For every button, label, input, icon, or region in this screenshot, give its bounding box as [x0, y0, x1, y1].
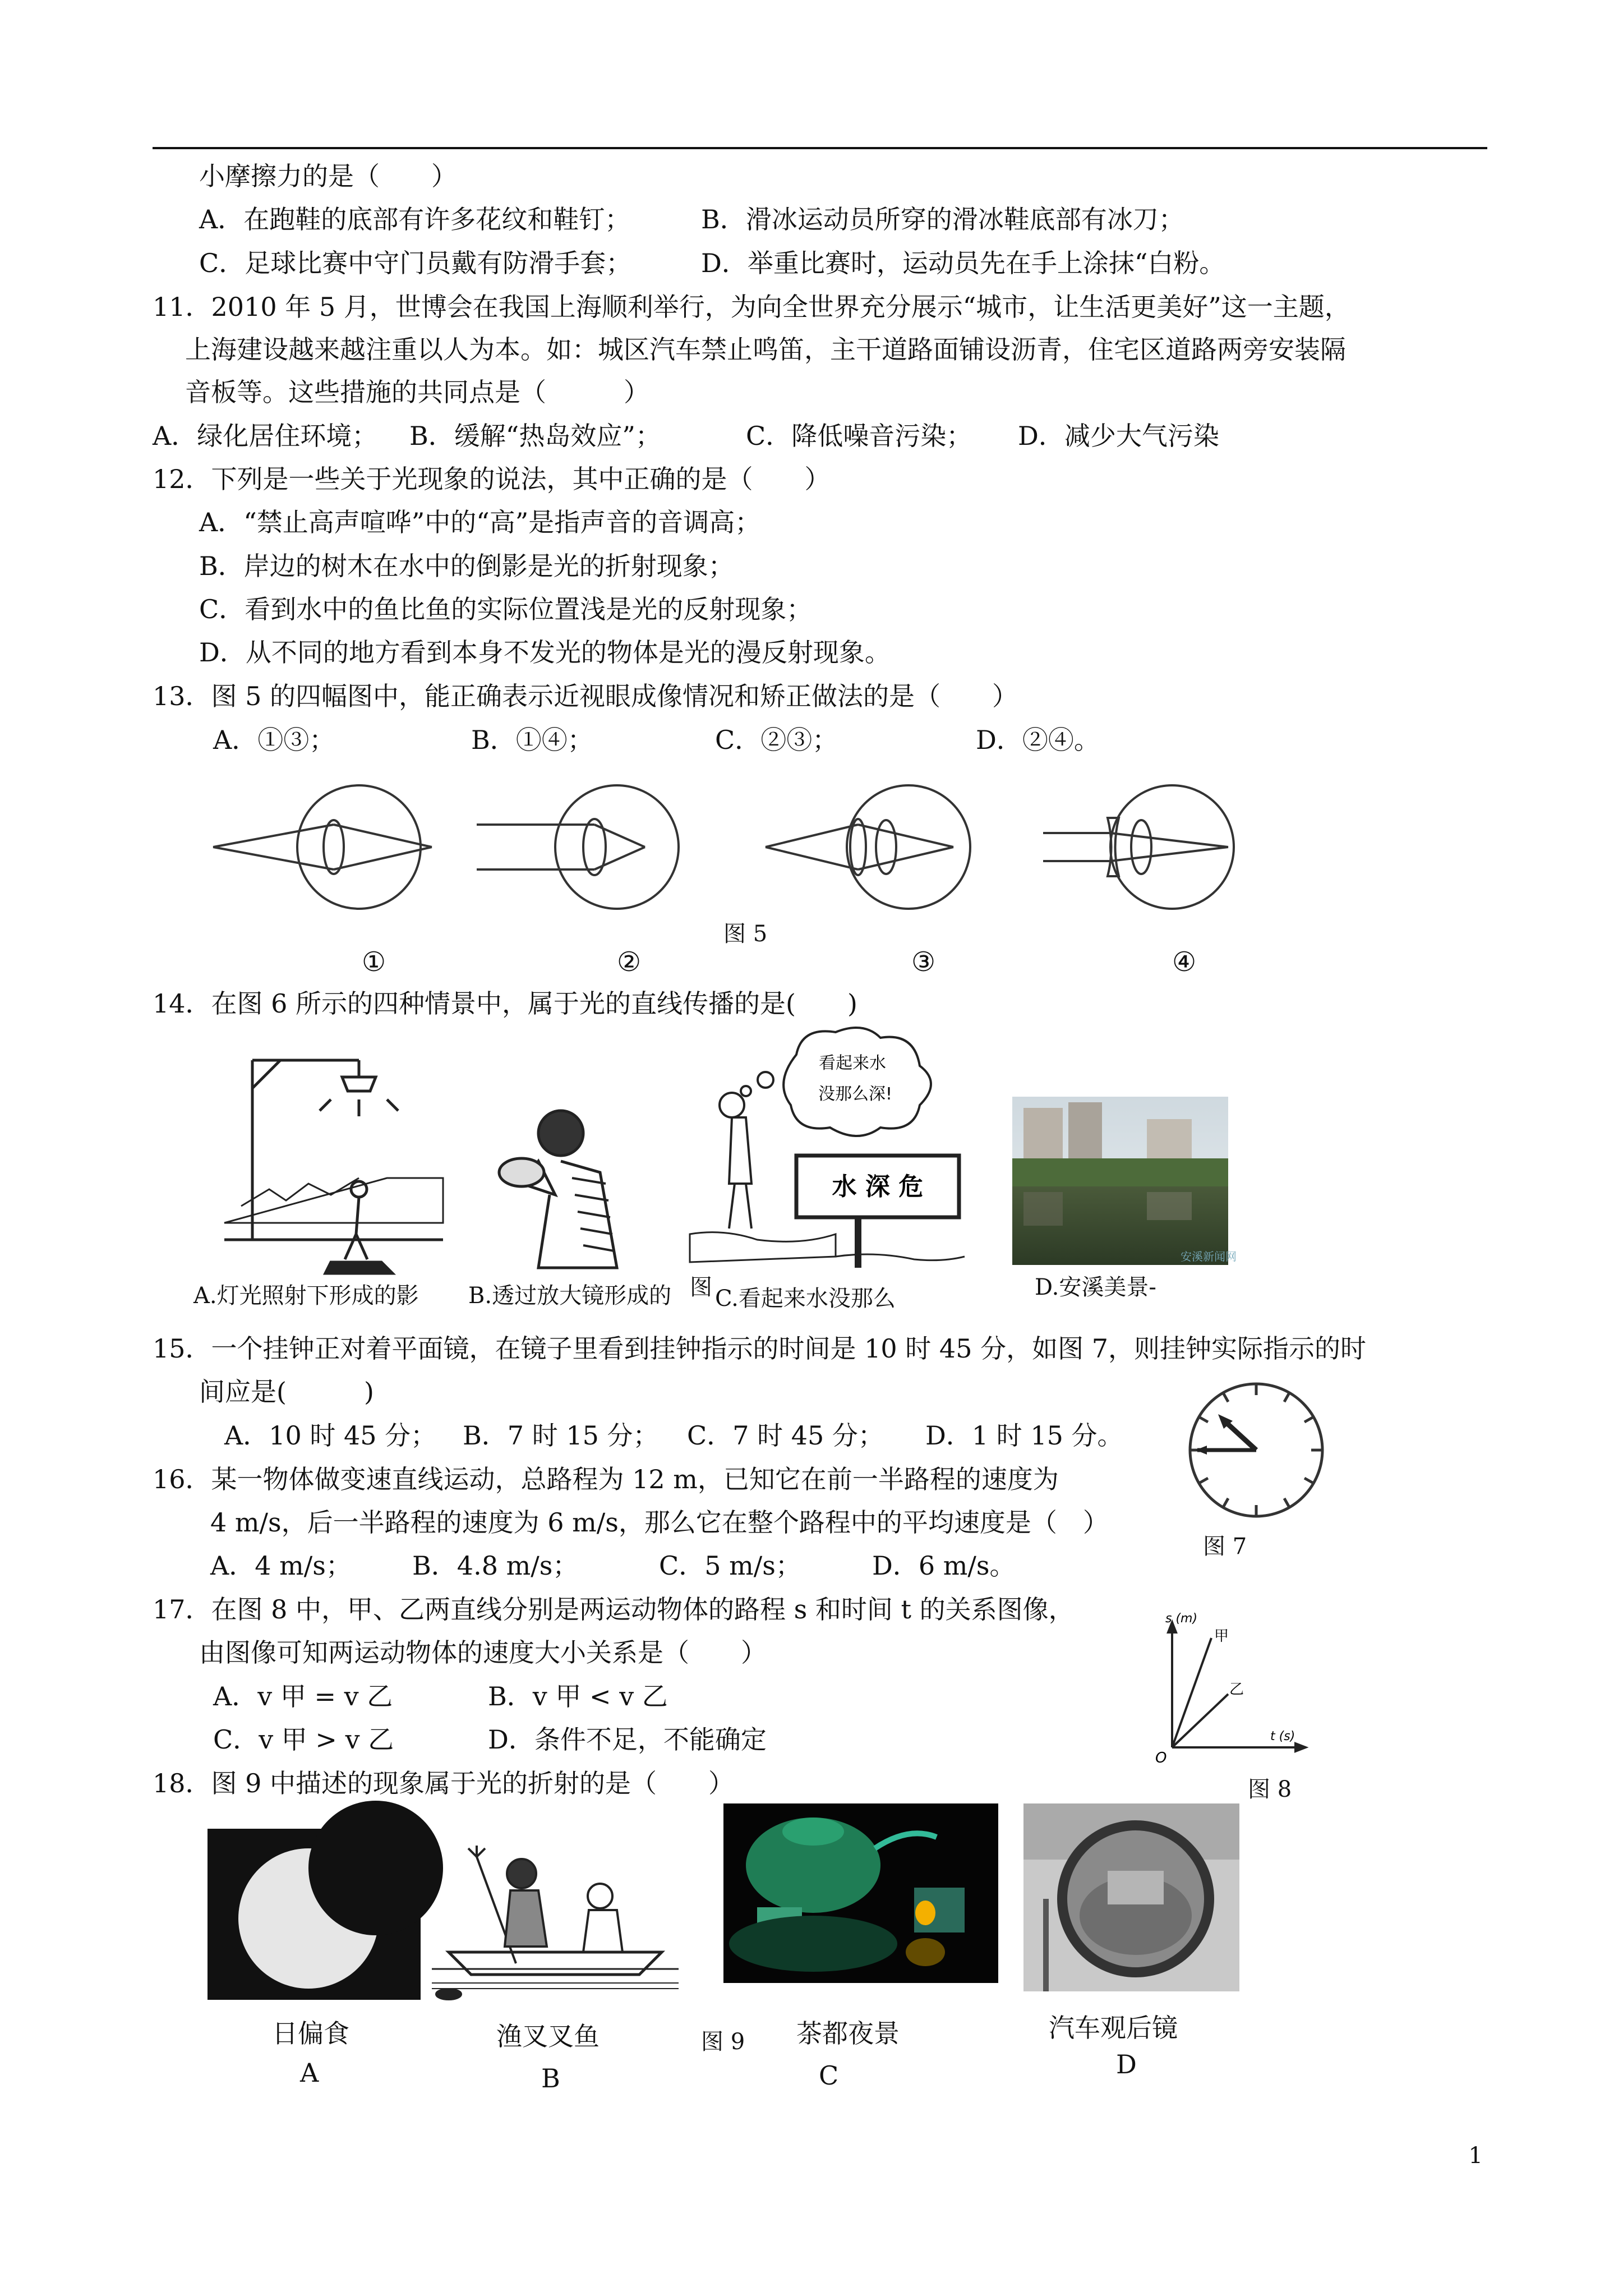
q13-option-d: D．②④。	[976, 725, 1100, 755]
figure-9d-letter: D	[1116, 2049, 1137, 2079]
q15-option-d: D．1 时 15 分。	[925, 1420, 1123, 1451]
q17-option-b: B．v 甲 < v 乙	[488, 1681, 668, 1711]
q16-option-b: B．4.8 m/s；	[412, 1550, 579, 1581]
figure-9a-eclipse-photo	[208, 1829, 421, 2000]
q16-option-d: D．6 m/s。	[872, 1550, 1016, 1581]
figure-6c-overflow-char: 图	[690, 1274, 712, 1300]
q17-line-1: 17．在图 8 中，甲、乙两直线分别是两运动物体的路程 s 和时间 t 的关系图像，	[153, 1594, 1075, 1625]
figure-8-line-yi: 乙	[1229, 1681, 1244, 1698]
q10-option-c: C．足球比赛中守门员戴有防滑手套；	[199, 248, 632, 278]
figure-8-caption: 图 8	[1248, 1777, 1292, 1802]
figure-9c-night-scene-photo	[723, 1803, 998, 1983]
q15-option-a: A．10 时 45 分；	[224, 1420, 437, 1451]
q10-option-b: B．滑冰运动员所穿的滑冰鞋底部有冰刀；	[701, 204, 1184, 234]
q15-line-1: 15．一个挂钟正对着平面镜，在镜子里看到挂钟指示的时间是 10 时 45 分，如图 7，则挂钟实际指示的时	[153, 1333, 1366, 1364]
figure-8-origin: O	[1155, 1750, 1167, 1766]
q11-line-2: 上海建设越来越注重以人为本。如：城区汽车禁止鸣笛，主干道路面铺设沥青，住宅区道路两旁安装隔	[185, 334, 1346, 365]
page-number: 1	[1468, 2143, 1483, 2169]
q11-option-a: A．绿化居住环境；	[153, 421, 378, 451]
figure-9b-fishing-cartoon	[426, 1834, 684, 2003]
figure-9b-letter: B	[541, 2063, 560, 2093]
figure-6c-caption: C.看起来水没那么	[715, 1286, 896, 1312]
figure-9-caption: 图 9	[701, 2029, 745, 2055]
q17-option-c: C．v 甲 > v 乙	[213, 1724, 394, 1755]
q14-stem: 14．在图 6 所示的四种情景中，属于光的直线传播的是( )	[153, 988, 857, 1019]
q17-line-2: 由图像可知两运动物体的速度大小关系是（ ）	[199, 1637, 767, 1668]
figure-9c-letter: C	[819, 2060, 839, 2091]
q11-line-1: 11．2010 年 5 月，世博会在我国上海顺利举行，为向全世界充分展示“城市，让生活更美好”这一主题，	[153, 292, 1350, 322]
q12-stem: 12．下列是一些关于光现象的说法，其中正确的是（ ）	[153, 464, 831, 494]
figure-6d-watermark: 安溪新闻网	[1181, 1250, 1237, 1263]
figure-8-st-graph	[1144, 1610, 1312, 1767]
q10-stem-tail: 小摩擦力的是（ ）	[199, 161, 457, 191]
q10-option-a: A．在跑鞋的底部有许多花纹和鞋钉；	[199, 204, 631, 234]
q12-option-c: C．看到水中的鱼比鱼的实际位置浅是光的反射现象；	[199, 594, 813, 624]
q15-line-2: 间应是( )	[199, 1377, 374, 1407]
figure-7-caption: 图 7	[1203, 1534, 1247, 1559]
figure-6a-lamp-shadow	[219, 1038, 454, 1279]
q15-option-b: B．7 时 15 分；	[463, 1420, 659, 1451]
q10-option-d: D．举重比赛时，运动员先在手上涂抹“白粉。	[701, 248, 1225, 278]
q16-line-2: 4 m/s，后一半路程的速度为 6 m/s，那么它在整个路程中的平均速度是（ ）	[210, 1507, 1109, 1538]
q17-option-d: D．条件不足，不能确定	[488, 1724, 767, 1755]
q11-line-3: 音板等。这些措施的共同点是（ ）	[185, 377, 649, 407]
figure-6b-caption: B.透过放大镜形成的	[468, 1283, 672, 1309]
figure-9d-convex-mirror-photo	[1023, 1803, 1239, 1991]
q15-option-c: C．7 时 45 分；	[687, 1420, 884, 1451]
figure-6a-caption: A.灯光照射下形成的影	[193, 1283, 419, 1309]
figure-6b-magnifier	[488, 1099, 634, 1273]
figure-5-label-1: ①	[362, 946, 386, 978]
figure-6c-bubble-line-2: 没那么深!	[818, 1084, 893, 1104]
q12-option-d: D．从不同的地方看到本身不发光的物体是光的漫反射现象。	[199, 637, 891, 668]
q11-option-b: B．缓解“热岛效应”；	[409, 421, 661, 451]
figure-9c-name: 茶都夜景	[796, 2018, 900, 2049]
header-rule	[153, 147, 1487, 149]
q16-option-c: C．5 m/s；	[659, 1550, 801, 1581]
figure-9a-name: 日偏食	[272, 2018, 349, 2049]
q11-option-d: D．减少大气污染	[1018, 421, 1219, 451]
q13-option-b: B．①④；	[471, 725, 593, 755]
q12-option-a: A．“禁止高声喧哗”中的“高”是指声音的音调高；	[199, 507, 761, 537]
figure-5-label-4: ④	[1172, 946, 1197, 978]
figure-6c-water-sign	[690, 1021, 970, 1285]
figure-5-caption: 图 5	[723, 921, 768, 947]
q13-stem: 13．图 5 的四幅图中，能正确表示近视眼成像情况和矫正做法的是（ ）	[153, 681, 1018, 711]
figure-6d-caption: D.安溪美景-	[1035, 1274, 1156, 1300]
q18-stem: 18．图 9 中描述的现象属于光的折射的是（ ）	[153, 1768, 735, 1798]
q16-line-1: 16．某一物体做变速直线运动，总路程为 12 m，已知它在前一半路程的速度为	[153, 1464, 1059, 1494]
q17-option-a: A．v 甲 = v 乙	[213, 1681, 393, 1711]
figure-8-axis-x-label: t (s)	[1270, 1729, 1295, 1743]
figure-6d-landscape-photo	[1012, 1097, 1237, 1265]
q13-option-c: C．②③；	[715, 725, 838, 755]
figure-6c-bubble-line-1: 看起来水	[819, 1053, 886, 1073]
figure-9d-name: 汽车观后镜	[1049, 2013, 1178, 2043]
figure-7-clock	[1183, 1377, 1329, 1523]
figure-6c-sign-text: 水 深 危	[832, 1172, 924, 1201]
figure-8-line-jia: 甲	[1214, 1628, 1229, 1645]
figure-5-label-2: ②	[617, 946, 642, 978]
figure-8-axis-y-label: s (m)	[1165, 1612, 1198, 1626]
q11-option-c: C．降低噪音污染；	[746, 421, 972, 451]
q16-option-a: A．4 m/s；	[210, 1550, 352, 1581]
q13-option-a: A．①③；	[213, 725, 335, 755]
figure-9b-name: 渔叉叉鱼	[496, 2021, 600, 2051]
q12-option-b: B．岸边的树木在水中的倒影是光的折射现象；	[199, 551, 734, 581]
figure-5-label-3: ③	[911, 946, 936, 978]
figure-9a-letter: A	[300, 2058, 319, 2088]
